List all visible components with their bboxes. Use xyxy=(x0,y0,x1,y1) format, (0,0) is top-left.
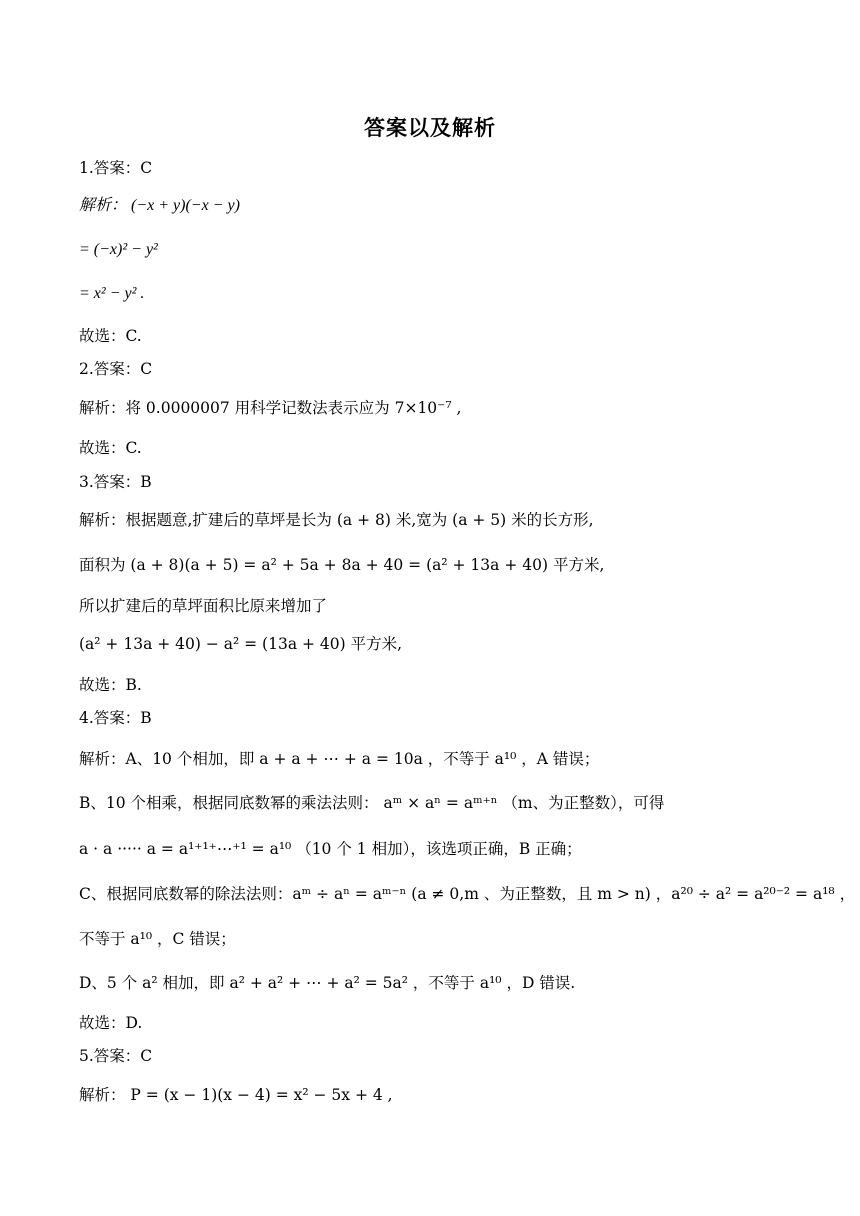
analysis-3-line-1: 解析：根据题意,扩建后的草坪是长为 (a + 8) 米,宽为 (a + 5) 米的长方形, xyxy=(79,511,594,529)
analysis-2: 解析：将 0.0000007 用科学记数法表示应为 7×10⁻⁷ , xyxy=(79,399,462,417)
answer-3: 3.答案：B xyxy=(79,473,152,491)
analysis-5: 解析： P = (x − 1)(x − 4) = x² − 5x + 4 , xyxy=(79,1086,393,1104)
analysis-4-option-c: C、根据同底数幂的除法法则：aᵐ ÷ aⁿ = aᵐ⁻ⁿ (a ≠ 0,m 、为正整数，且 m > n) ，a²⁰ ÷ a² = a²⁰⁻² = a¹⁸ ， xyxy=(79,885,856,903)
choice-1: 故选：C. xyxy=(79,327,142,345)
analysis-1-line-1: 解析： (−x + y)(−x − y) xyxy=(79,197,240,214)
analysis-4-option-c-cont: 不等于 a¹⁰ ，C 错误； xyxy=(79,930,236,948)
answer-1: 1.答案：C xyxy=(79,159,153,177)
analysis-1-line-2: = (−x)² − y² xyxy=(79,241,158,258)
answer-4: 4.答案：B xyxy=(79,709,152,727)
analysis-3-line-3: 所以扩建后的草坪面积比原来增加了 xyxy=(79,597,328,615)
analysis-4-option-b: B、10 个相乘，根据同底数幂的乘法法则： aᵐ × aⁿ = aᵐ⁺ⁿ （m、为正整数），可得 xyxy=(79,794,665,812)
analysis-3-line-2: 面积为 (a + 8)(a + 5) = a² + 5a + 8a + 40 = (a² + 13a + 40) 平方米, xyxy=(79,556,605,574)
analysis-4-option-b-cont: a · a ····· a = a¹⁺¹⁺⋯⁺¹ = a¹⁰ （10 个 1 相加），该选项正确，B 正确； xyxy=(79,840,582,858)
analysis-1-line-3: = x² − y² . xyxy=(79,285,145,302)
page-title: 答案以及解析 xyxy=(364,116,496,140)
analysis-4-option-d: D、5 个 a² 相加，即 a² + a² + ⋯ + a² = 5a² ，不等于 a¹⁰ ，D 错误. xyxy=(79,974,576,992)
choice-4: 故选：D. xyxy=(79,1014,143,1032)
answer-2: 2.答案：C xyxy=(79,360,153,378)
analysis-3-line-4: (a² + 13a + 40) − a² = (13a + 40) 平方米, xyxy=(79,635,403,653)
choice-2: 故选：C. xyxy=(79,439,142,457)
answer-5: 5.答案：C xyxy=(79,1047,153,1065)
choice-3: 故选：B. xyxy=(79,676,142,694)
analysis-4-option-a: 解析：A、10 个相加，即 a + a + ⋯ + a = 10a ，不等于 a¹⁰ ，A 错误； xyxy=(79,750,600,768)
